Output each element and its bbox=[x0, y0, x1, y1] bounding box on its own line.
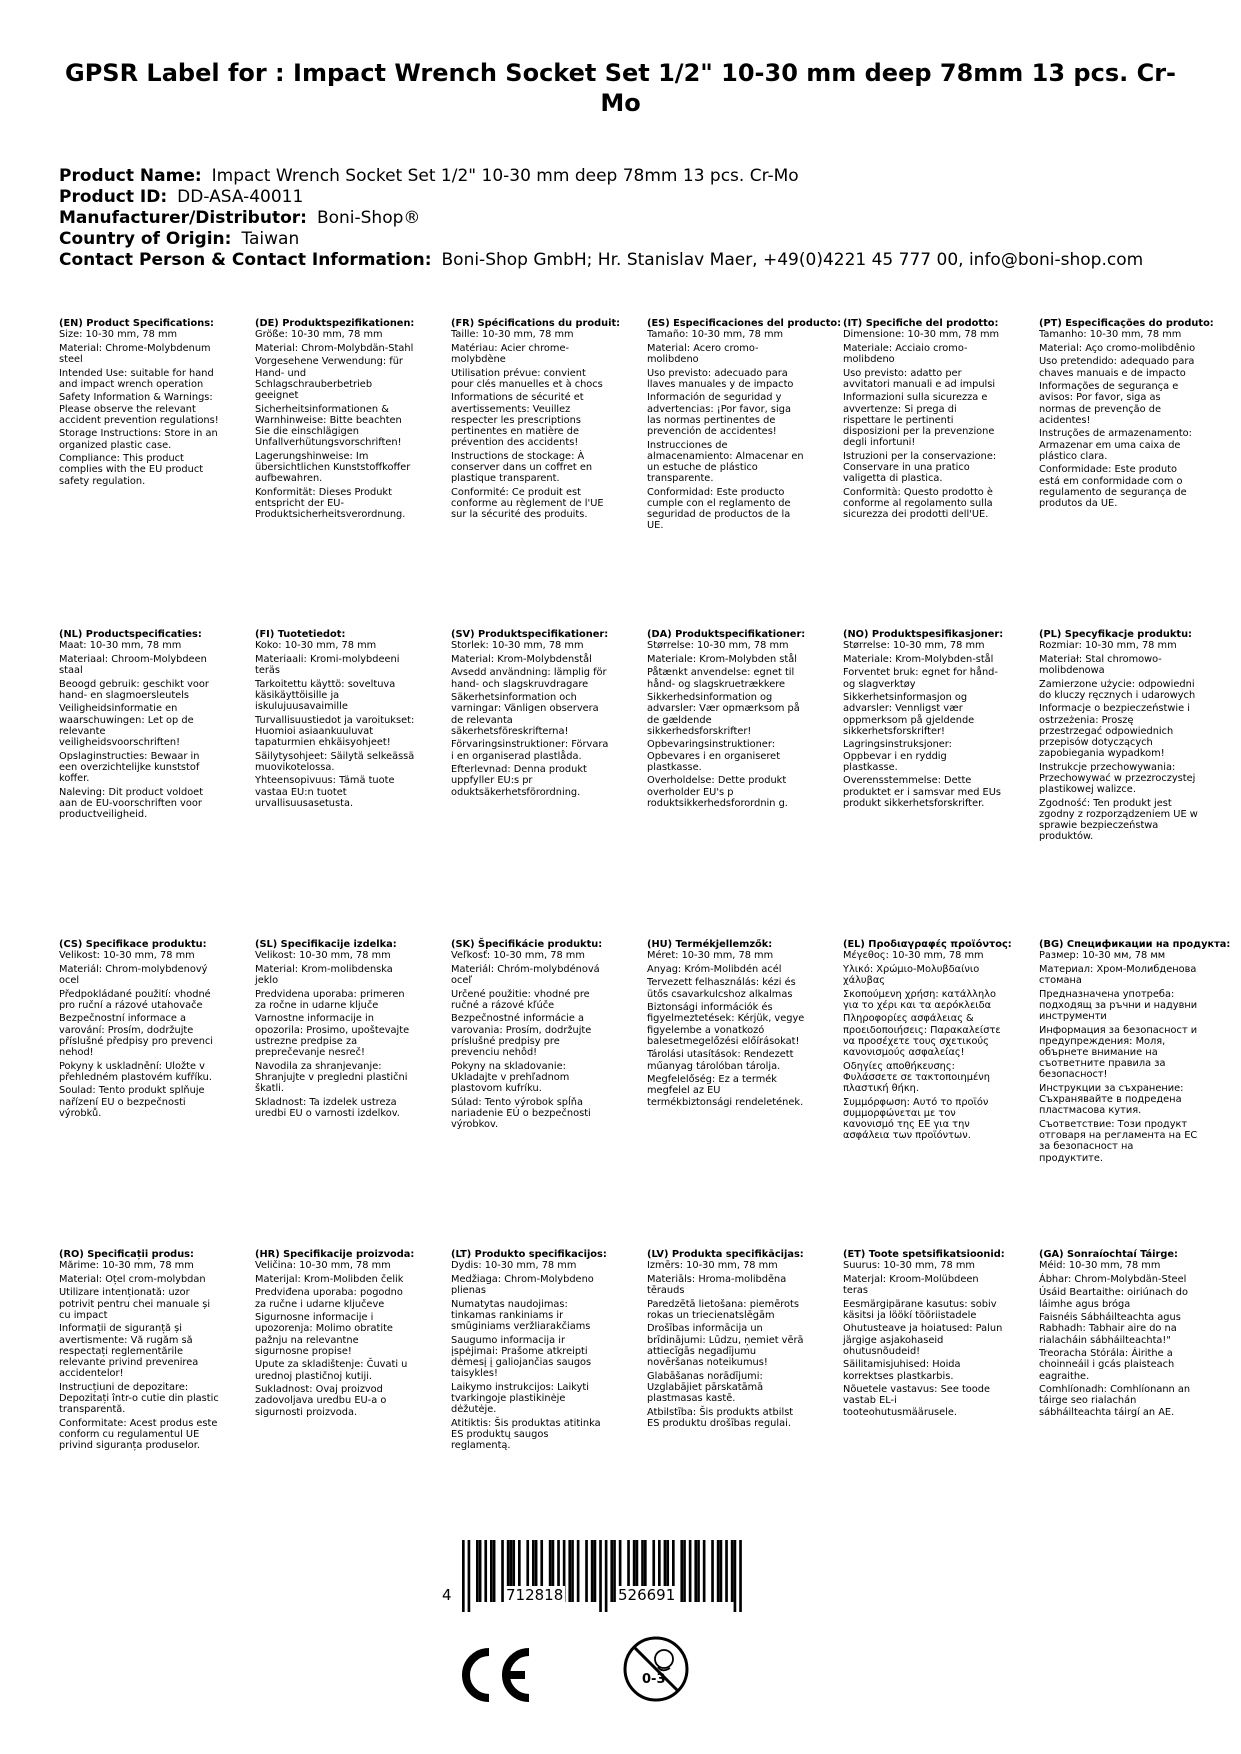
spec-field: Numatytas naudojimas: tinkamas rankiniams ir smūginiams veržliarakčiams bbox=[451, 1298, 591, 1332]
spec-field: Nõuetele vastavus: See toode vastab EL-i tooteohutusmäärusele. bbox=[843, 1384, 991, 1418]
language-block bbox=[451, 939, 611, 1133]
info-value: Impact Wrench Socket Set 1/2" 10-30 mm deep 78mm 13 pcs. Cr-Mo bbox=[211, 166, 799, 186]
spec-field: Velikost: 10-30 mm, 78 mm bbox=[59, 950, 195, 962]
language-block bbox=[1039, 1249, 1199, 1420]
spec-field: Matériau: Acier chrome-molybdène bbox=[451, 342, 570, 365]
spec-field: Atbilstība: Šis produkts atbilst ES produktu drošības regulai. bbox=[647, 1406, 794, 1429]
spec-field: Megfelelőség: Ez a termék megfelel az EU termékbiztonsági rendeletének. bbox=[647, 1074, 804, 1108]
spec-field: Informații de siguranță și avertismente: Vă rugăm să respectați reglementările relevante privind prevenirea accidentelor! bbox=[59, 1323, 199, 1380]
language-heading: (SK) Špecifikácie produktu: bbox=[451, 939, 603, 950]
language-block bbox=[843, 1249, 1003, 1420]
barcode-bar bbox=[610, 1540, 613, 1602]
spec-field: Upute za skladištenje: Čuvati u urednoj plastičnoj kutiji. bbox=[255, 1359, 408, 1382]
spec-field: Avsedd användning: lämplig för hand- och slagskruvdragare bbox=[451, 667, 607, 690]
info-label: Product Name: bbox=[59, 166, 202, 186]
spec-field: Størrelse: 10-30 mm, 78 mm bbox=[843, 640, 985, 652]
info-manufacturer bbox=[59, 208, 1189, 229]
spec-field: Materiale: Acciaio cromo-molibdeno bbox=[843, 342, 968, 365]
spec-field: Informacje o bezpieczeństwie i ostrzeżenia: Proszę przestrzegać odpowiednich przepisów dotyczących zapobiegania wypadkom! bbox=[1039, 703, 1190, 760]
spec-field: Informazioni sulla sicurezza e avvertenze: Si prega di rispettare le pertinenti disposizioni per la prevenzione degli infortuni! bbox=[843, 392, 995, 449]
spec-field: Tervezett felhasználás: kézi és ütős csavarkulcshoz alkalmas bbox=[647, 977, 796, 1000]
barcode-bar bbox=[725, 1540, 728, 1602]
spec-field: Conformidad: Este producto cumple con el reglamento de seguridad de productos de la UE. bbox=[647, 486, 791, 532]
spec-field: Vorgesehene Verwendung: für Hand- und Schlagschrauberbetrieb geeignet bbox=[255, 356, 403, 401]
spec-field: Utilizare intenționată: uzor potrivit pentru chei manuale și cu impact bbox=[59, 1287, 211, 1321]
barcode-bar bbox=[571, 1540, 574, 1602]
info-contact bbox=[59, 250, 1189, 271]
barcode-bar bbox=[697, 1540, 700, 1602]
spec-field: Pokyny na skladovanie: Ukladajte v prehľadnom plastovom kufríku. bbox=[451, 1060, 570, 1094]
language-heading: (HU) Termékjellemzők: bbox=[647, 939, 773, 950]
barcode-bar bbox=[594, 1540, 597, 1602]
spec-field: Sigurnosne informacije i upozorenja: Molimo obratite pažnju na relevantne sigurnosne propise! bbox=[255, 1312, 393, 1357]
spec-field: Lagerungshinweise: Im übersichtlichen Kunststoffkoffer aufbewahren. bbox=[255, 450, 411, 485]
spec-field: Conformidade: Este produto está em conformidade com o regulamento de segurança de produtos da UE. bbox=[1039, 464, 1187, 509]
spec-field: Istruzioni per la conservazione: Conservare in una pratico valigetta di plastica. bbox=[843, 450, 997, 485]
spec-field: Conformitate: Acest produs este conform cu regulamentul UE privind siguranța produselor. bbox=[59, 1417, 218, 1452]
barcode-bar bbox=[591, 1540, 594, 1602]
spec-field: Naleving: Dit product voldoet aan de EU-voorschriften voor productveiligheid. bbox=[59, 786, 204, 820]
language-block bbox=[647, 939, 807, 1110]
spec-field: Úsáid Beartaithe: oiriúnach do láimhe agus bróga bbox=[1039, 1287, 1188, 1310]
language-heading: (SV) Produktspecifikationer: bbox=[451, 629, 609, 640]
spec-field: Méret: 10-30 mm, 78 mm bbox=[647, 950, 774, 962]
spec-field: Biztonsági információk és figyelmeztetések: Kérjük, vegye figyelembe a vonatkozó balesetmegelőzési előírásokat! bbox=[647, 1002, 805, 1047]
language-block bbox=[647, 629, 807, 811]
spec-field: Drošības informācija un brīdinājumi: Lūdzu, ņemiet vērā attiecīgās negadījumu novēršanas noteikumus! bbox=[647, 1323, 804, 1368]
spec-field: Materiál: Chróm-molybdénová oceľ bbox=[451, 963, 600, 986]
spec-field: Pokyny k uskladnění: Uložte v přehledném plastovém kufříku. bbox=[59, 1060, 212, 1083]
spec-field: Skladnost: Ta izdelek ustreza uredbi EU o varnosti izdelkov. bbox=[255, 1096, 400, 1119]
language-heading: (FI) Tuotetiedot: bbox=[255, 629, 346, 640]
language-heading: (IT) Specifiche del prodotto: bbox=[843, 318, 999, 329]
spec-field: Saugumo informacija ir įspėjimai: Prašome atkreipti dėmesį į galiojančias saugos taisykles! bbox=[451, 1334, 592, 1380]
spec-field: Predviđena uporaba: pogodno za ručne i udarne ključeve bbox=[255, 1287, 403, 1310]
barcode-bar bbox=[493, 1540, 496, 1602]
language-block bbox=[255, 1249, 415, 1420]
spec-field: Storage Instructions: Store in an organized plastic case. bbox=[59, 428, 218, 451]
language-heading: (ET) Toote spetsifikatsioonid: bbox=[843, 1249, 1005, 1260]
spec-field: Rozmiar: 10-30 mm, 78 mm bbox=[1039, 640, 1177, 652]
spec-field: Materiale: Krom-Molybden-stål bbox=[843, 653, 994, 665]
spec-field: Súlad: Tento výrobok spĺňa nariadenie EÚ o bezpečnosti výrobkov. bbox=[451, 1096, 591, 1130]
spec-field: Mărime: 10-30 mm, 78 mm bbox=[59, 1260, 194, 1272]
info-country bbox=[59, 229, 1189, 250]
info-label: Contact Person & Contact Information: bbox=[59, 250, 432, 270]
spec-field: Μέγεθος: 10-30 mm, 78 mm bbox=[843, 950, 984, 962]
spec-field: Informations de sécurité et avertissements: Veuillez respecter les prescriptions pertinentes en matière de prévention des accidents! bbox=[451, 392, 584, 449]
spec-field: Storlek: 10-30 mm, 78 mm bbox=[451, 640, 584, 652]
spec-field: Méid: 10-30 mm, 78 mm bbox=[1039, 1260, 1161, 1272]
spec-field: Ohutusteave ja hoiatused: Palun järgige asjakohaseid ohutusnõudeid! bbox=[843, 1323, 1003, 1357]
spec-field: Lagringsinstruksjoner: Oppbevar i en ryddig plastkasse. bbox=[843, 739, 952, 773]
spec-field: Sicherheitsinformationen & Warnhinweise: Bitte beachten Sie die einschlägigen Unfallverhütungsvorschriften! bbox=[255, 403, 402, 449]
spec-field: Navodila za shranjevanje: Shranjujte v pregledni plastični škatli. bbox=[255, 1060, 408, 1094]
spec-field: Säilitamisjuhised: Hoida korrektses plastkarbis. bbox=[843, 1359, 961, 1382]
spec-field: Σκοπούμενη χρήση: κατάλληλο για το χέρι και τα αερόκλειδα bbox=[843, 988, 996, 1011]
spec-field: Materijal: Krom-Molibden čelik bbox=[255, 1273, 404, 1285]
spec-field: Material: Chrom-Molybdän-Stahl bbox=[255, 342, 414, 354]
language-heading: (EN) Product Specifications: bbox=[59, 318, 214, 329]
spec-field: Materiaal: Chroom-Molybdeen staal bbox=[59, 653, 207, 676]
info-value: Boni-Shop GmbH; Hr. Stanislav Maer, +49(0)4221 45 777 00, info@boni-shop.com bbox=[441, 250, 1144, 270]
language-block bbox=[843, 318, 1003, 523]
language-heading: (LV) Produkta specifikācijas: bbox=[647, 1249, 804, 1260]
spec-field: Dydis: 10-30 mm, 78 mm bbox=[451, 1260, 577, 1272]
language-block bbox=[255, 629, 415, 811]
spec-field: Materjal: Kroom-Molübdeen teras bbox=[843, 1273, 979, 1296]
spec-field: Anyag: Króm-Molibdén acél bbox=[647, 963, 782, 975]
language-heading: (SL) Specifikacije izdelka: bbox=[255, 939, 397, 950]
spec-field: Utilisation prévue: convient pour clés manuelles et à chocs bbox=[451, 367, 603, 390]
spec-field: Размер: 10-30 мм, 78 мм bbox=[1039, 950, 1166, 962]
spec-field: Materiał: Stal chromowo-molibdenowa bbox=[1039, 653, 1162, 676]
spec-field: Opbevaringsinstruktioner: Opbevares i en organiseret plastkasse. bbox=[647, 739, 781, 773]
spec-field: Материал: Хром-Молибденова стомана bbox=[1039, 963, 1197, 986]
barcode-bar bbox=[717, 1540, 720, 1602]
spec-field: Comhlíonadh: Comhlíonann an táirge seo rialachán sábháilteachta táirgí an AE. bbox=[1039, 1384, 1191, 1418]
spec-field: Určené použitie: vhodné pre ručné a rázové kľúče bbox=[451, 988, 590, 1011]
spec-field: Material: Acero cromo-molibdeno bbox=[647, 342, 759, 365]
barcode-bar bbox=[711, 1540, 714, 1602]
spec-field: Instrukcje przechowywania: Przechowywać w przezroczystej plastikowej walizce. bbox=[1039, 761, 1196, 796]
barcode-bar bbox=[568, 1540, 571, 1602]
spec-field: Bezpečnostní informace a varování: Prosím, dodržujte příslušné předpisy pro prevenci nehod! bbox=[59, 1013, 214, 1058]
language-heading: (PT) Especificações do produto: bbox=[1039, 318, 1214, 329]
barcode-bar bbox=[739, 1540, 742, 1612]
language-block bbox=[1039, 939, 1231, 1166]
spec-field: Tamanho: 10-30 mm, 78 mm bbox=[1039, 329, 1182, 341]
spec-field: Tárolási utasítások: Rendezett műanyag tárolóban tárolja. bbox=[647, 1049, 794, 1072]
barcode-bar bbox=[484, 1540, 487, 1602]
spec-field: Информация за безопасност и предупреждения: Моля, обърнете внимание на съответните правила за безопасност! bbox=[1039, 1024, 1198, 1081]
spec-field: Material: Oțel crom-molybdan bbox=[59, 1273, 206, 1285]
spec-field: Zamierzone użycie: odpowiedni do kluczy ręcznych i udarowych bbox=[1039, 678, 1196, 701]
language-block bbox=[451, 318, 621, 523]
language-heading: (GA) Sonraíochtaí Táirge: bbox=[1039, 1249, 1178, 1260]
language-heading: (FR) Spécifications du produit: bbox=[451, 318, 621, 329]
spec-field: Инструкции за съхранение: Съхранявайте в подредена пластмасова кутия. bbox=[1039, 1083, 1184, 1117]
spec-field: Velikost: 10-30 mm, 78 mm bbox=[255, 950, 391, 962]
barcode-bar bbox=[694, 1540, 697, 1602]
spec-field: Uso previsto: adatto per avvitatori manuali e ad impulsi bbox=[843, 367, 996, 390]
spec-field: Konformität: Dieses Produkt entspricht der EU-Produktsicherheitsverordnung. bbox=[255, 486, 406, 521]
info-label: Manufacturer/Distributor: bbox=[59, 208, 307, 228]
language-block bbox=[843, 629, 1003, 811]
spec-field: Πληροφορίες ασφάλειας & προειδοποιήσεις: Παρακαλείστε να προσέχετε τους σχετικούς κανονισμούς ασφαλείας! bbox=[843, 1013, 1001, 1058]
age-warning-label: 0-3 bbox=[642, 1672, 666, 1687]
product-info bbox=[59, 166, 1189, 271]
spec-field: Predvidena uporaba: primeren za ročne in udarne ključe bbox=[255, 988, 405, 1011]
spec-field: Faisnéis Sábháilteachta agus Rabhadh: Tabhair aire do na rialacháin sábháilteachta!" bbox=[1039, 1312, 1181, 1346]
spec-field: Υλικό: Χρώμιο-Μολυβδαίνιο χάλυβας bbox=[843, 963, 980, 986]
barcode-bar bbox=[720, 1540, 723, 1602]
language-heading: (EL) Προδιαγραφές προϊόντος: bbox=[843, 939, 1012, 950]
spec-field: Zgodność: Ten produkt jest zgodny z rozporządzeniem UE w sprawie bezpieczeństwa produktów. bbox=[1039, 797, 1198, 843]
spec-field: Materiál: Chrom-molybdenový ocel bbox=[59, 963, 208, 986]
spec-field: Ábhar: Chrom-Molybdän-Steel bbox=[1039, 1273, 1187, 1285]
spec-field: Overholdelse: Dette produkt overholder EU's p roduktsikkerhedsforordnin g. bbox=[647, 775, 788, 809]
barcode-bar bbox=[703, 1540, 706, 1602]
spec-field: Instructions de stockage: À conserver dans un coffret en plastique transparent. bbox=[451, 450, 593, 485]
barcode-digits-middle: 712818 bbox=[506, 1586, 564, 1604]
spec-field: Eesmärgipärane kasutus: sobiv käsitsi ja löökí tööriistadele bbox=[843, 1298, 997, 1321]
spec-field: Предназначена употреба: подходящ за ръчни и надувни инструменти bbox=[1039, 988, 1198, 1022]
language-heading: (CS) Specifikace produktu: bbox=[59, 939, 207, 950]
info-label: Country of Origin: bbox=[59, 229, 232, 249]
barcode-bar bbox=[689, 1540, 692, 1602]
spec-field: Compliance: This product complies with the EU product safety regulation. bbox=[59, 453, 204, 487]
spec-field: Overensstemmelse: Dette produktet er i samsvar med EUs produkt sikkerhetsforskrifter. bbox=[843, 775, 1002, 809]
spec-field: Materiaali: Kromi-molybdeeni teräs bbox=[255, 653, 400, 676]
info-value: DD-ASA-40011 bbox=[177, 187, 304, 207]
spec-field: Atitiktis: Šis produktas atitinka ES produktų saugos reglamentą. bbox=[451, 1417, 601, 1452]
spec-field: Conformité: Ce produit est conforme au règlement de l'UE sur la sécurité des produits. bbox=[451, 486, 604, 521]
spec-field: Instrucțiuni de depozitare: Depozitați într-o cutie din plastic transparentă. bbox=[59, 1381, 219, 1416]
spec-field: Koko: 10-30 mm, 78 mm bbox=[255, 640, 377, 652]
spec-field: Taille: 10-30 mm, 78 mm bbox=[451, 329, 574, 341]
spec-field: Conformità: Questo prodotto è conforme al regolamento sulla sicurezza dei prodotti dell'UE. bbox=[843, 486, 993, 521]
language-block bbox=[647, 1249, 807, 1431]
spec-field: Safety Information & Warnings: Please observe the relevant accident prevention regulations! bbox=[59, 392, 219, 426]
spec-field: Säilytysohjeet: Säilytä selkeässä muovikotelossa. bbox=[255, 750, 415, 773]
barcode-digits-right: 526691 bbox=[618, 1586, 676, 1604]
spec-field: Yhteensopivuus: Tämä tuote vastaa EU:n tuotet urvallisuusasetusta. bbox=[255, 775, 395, 809]
language-heading: (ES) Especificaciones del producto: bbox=[647, 318, 842, 329]
language-heading: (BG) Спецификации на продукта: bbox=[1039, 939, 1231, 950]
spec-field: Tarkoitettu käyttö: soveltuva käsikäyttöisille ja iskulujuusavaimille bbox=[255, 678, 396, 712]
spec-field: Instrucciones de almacenamiento: Almacenar en un estuche de plástico transparente. bbox=[647, 439, 804, 485]
spec-field: Veličina: 10-30 mm, 78 mm bbox=[255, 1260, 391, 1272]
language-block bbox=[255, 939, 415, 1121]
spec-field: Съответствие: Този продукт отговаря на регламента на ЕС за безопасност на продуктите. bbox=[1039, 1119, 1198, 1164]
spec-field: Veiligheidsinformatie en waarschuwingen: Let op de relevante veiligheidsvoorschriften! bbox=[59, 703, 194, 748]
not-for-children-0-3-icon bbox=[622, 1635, 690, 1703]
spec-field: Treoracha Stórála: Áirithe a choinneáil i gcás plaisteach eagraithe. bbox=[1039, 1348, 1175, 1382]
barcode-bar bbox=[479, 1540, 482, 1602]
spec-field: Οδηγίες αποθήκευσης: Φυλάσσετε σε τακτοποιημένη πλαστική θήκη. bbox=[843, 1060, 990, 1094]
spec-field: Izmērs: 10-30 mm, 78 mm bbox=[647, 1260, 778, 1272]
spec-field: Varnostne informacije in opozorila: Prosimo, upoštevajte ustrezne predpise za preprečevanje nesreč! bbox=[255, 1013, 410, 1058]
language-heading: (RO) Specificații produs: bbox=[59, 1249, 194, 1260]
language-heading: (LT) Produkto specifikacijos: bbox=[451, 1249, 607, 1260]
spec-field: Material: Krom-Molybdenstål bbox=[451, 653, 592, 665]
language-block bbox=[451, 1249, 611, 1454]
language-block bbox=[1039, 629, 1199, 845]
barcode-bar bbox=[734, 1540, 737, 1612]
spec-field: Paredzētā lietošana: piemērots rokas un triecienatslēgām bbox=[647, 1298, 799, 1321]
spec-field: Dimensione: 10-30 mm, 78 mm bbox=[843, 329, 1000, 341]
spec-field: Efterlevnad: Denna produkt uppfyller EU:s pr oduktsäkerhetsförordning. bbox=[451, 764, 587, 798]
spec-field: Intended Use: suitable for hand and impact wrench operation bbox=[59, 367, 214, 390]
barcode-bar bbox=[683, 1540, 686, 1602]
language-heading: (HR) Specifikacije proizvoda: bbox=[255, 1249, 415, 1260]
language-heading: (NO) Produktspesifikasjoner: bbox=[843, 629, 1004, 640]
language-heading: (PL) Specyfikacje produktu: bbox=[1039, 629, 1192, 640]
spec-field: Material: Chrome-Molybdenum steel bbox=[59, 342, 211, 365]
barcode-bar bbox=[476, 1540, 479, 1602]
language-heading: (DA) Produktspecifikationer: bbox=[647, 629, 806, 640]
spec-field: Størrelse: 10-30 mm, 78 mm bbox=[647, 640, 789, 652]
spec-field: Turvallisuustiedot ja varoitukset: Huomioi asiaankuuluvat tapaturmien ehkäisyohjeet! bbox=[255, 714, 415, 748]
spec-field: Größe: 10-30 mm, 78 mm bbox=[255, 329, 383, 341]
barcode-bar bbox=[585, 1540, 588, 1602]
spec-field: Συμμόρφωση: Αυτό το προϊόν συμμορφώνεται με τον κανονισμό της ΕΕ για την ασφάλεια των προϊόντων. bbox=[843, 1096, 989, 1142]
spec-field: Opslaginstructies: Bewaar in een overzichtelijke kunststof koffer. bbox=[59, 750, 200, 784]
spec-field: Size: 10-30 mm, 78 mm bbox=[59, 329, 178, 341]
spec-field: Předpokládané použití: vhodné pro ruční a rázové utahovače bbox=[59, 988, 211, 1011]
language-block bbox=[255, 318, 415, 523]
spec-field: Informações de segurança e avisos: Por favor, siga as normas de prevenção de acidentes! bbox=[1039, 381, 1179, 426]
spec-field: Material: Krom-molibdenska jeklo bbox=[255, 963, 393, 986]
spec-field: Säkerhetsinformation och varningar: Vänligen observera de relevanta säkerhetsföreskrifterna! bbox=[451, 692, 599, 737]
spec-field: Sikkerhedsinformation og advarsler: Vær opmærksom på de gældende sikkerhedsforskrifter! bbox=[647, 692, 800, 737]
language-block bbox=[59, 629, 219, 823]
info-value: Boni-Shop® bbox=[316, 208, 421, 228]
spec-field: Forventet bruk: egnet for hånd- og slagverktøy bbox=[843, 667, 998, 690]
spec-field: Sikkerhetsinformasjon og advarsler: Vennligst vær oppmerksom på gjeldende sikkerhetsforskrifter! bbox=[843, 692, 975, 737]
barcode-bar bbox=[680, 1540, 683, 1602]
spec-field: Glabāšanas norādījumi: Uzglabājiet pārskatāmā plastmasas kastē. bbox=[647, 1370, 764, 1404]
language-block bbox=[1039, 318, 1214, 512]
info-product-id bbox=[59, 187, 1189, 208]
barcode-bar bbox=[577, 1540, 580, 1602]
barcode-bar bbox=[490, 1540, 493, 1602]
spec-field: Förvaringsinstruktioner: Förvara i en organiserad plastlåda. bbox=[451, 739, 609, 762]
barcode-bar bbox=[462, 1540, 465, 1612]
language-block bbox=[59, 318, 219, 489]
spec-field: Laikymo instrukcijos: Laikyti tvarkingoje plastikinėje dėžutėje. bbox=[451, 1381, 589, 1416]
spec-field: Tamaño: 10-30 mm, 78 mm bbox=[647, 329, 784, 341]
spec-field: Materiāls: Hroma-molibdēna tērauds bbox=[647, 1273, 787, 1296]
spec-field: Sukladnost: Ovaj proizvod zadovoljava uredbu EU-a o sigurnosti proizvoda. bbox=[255, 1384, 387, 1418]
spec-field: Instruções de armazenamento: Armazenar em uma caixa de plástico clara. bbox=[1039, 428, 1192, 462]
page-title: GPSR Label for : Impact Wrench Socket Set 1/2" 10-30 mm deep 78mm 13 pcs. Cr-Mo bbox=[65, 59, 1176, 117]
language-block bbox=[843, 939, 1012, 1144]
barcode-bar bbox=[605, 1540, 608, 1612]
spec-field: Påtænkt anvendelse: egnet til hånd- og slagskruetrækkere bbox=[647, 667, 795, 690]
language-block bbox=[59, 939, 219, 1121]
info-label: Product ID: bbox=[59, 187, 168, 207]
spec-field: Información de seguridad y advertencias: ¡Por favor, siga las normas pertinentes de prevención de accidentes! bbox=[647, 392, 791, 437]
language-block bbox=[647, 318, 842, 534]
spec-field: Medžiaga: Chrom-Molybdeno plienas bbox=[451, 1273, 594, 1296]
spec-field: Veľkosť: 10-30 mm, 78 mm bbox=[451, 950, 585, 962]
spec-field: Beoogd gebruik: geschikt voor hand- en slagmoersleutels bbox=[59, 678, 209, 701]
spec-field: Material: Aço cromo-molibdênio bbox=[1039, 342, 1196, 354]
barcode-bar bbox=[731, 1540, 734, 1602]
language-heading: (DE) Produktspezifikationen: bbox=[255, 318, 415, 329]
spec-field: Bezpečnostné informácie a varovania: Prosím, dodržujte príslušné predpisy pre prevenciu nehôd! bbox=[451, 1013, 592, 1058]
spec-field: Soulad: Tento produkt splňuje nařízení EU o bezpečnosti výrobků. bbox=[59, 1085, 205, 1119]
info-value: Taiwan bbox=[241, 229, 300, 249]
spec-field: Suurus: 10-30 mm, 78 mm bbox=[843, 1260, 975, 1272]
barcode-bar bbox=[599, 1540, 602, 1612]
spec-field: Uso previsto: adecuado para llaves manuales y de impacto bbox=[647, 367, 794, 390]
info-product-name bbox=[59, 166, 1189, 187]
language-block bbox=[451, 629, 611, 800]
language-block bbox=[59, 1249, 219, 1454]
ce-mark-icon bbox=[455, 1646, 533, 1704]
barcode-bar bbox=[468, 1540, 471, 1612]
spec-field: Uso pretendido: adequado para chaves manuais e de impacto bbox=[1039, 356, 1195, 379]
language-heading: (NL) Productspecificaties: bbox=[59, 629, 202, 640]
barcode-digits-left: 4 bbox=[442, 1586, 452, 1604]
spec-field: Maat: 10-30 mm, 78 mm bbox=[59, 640, 182, 652]
spec-field: Materiale: Krom-Molybden stål bbox=[647, 653, 797, 665]
